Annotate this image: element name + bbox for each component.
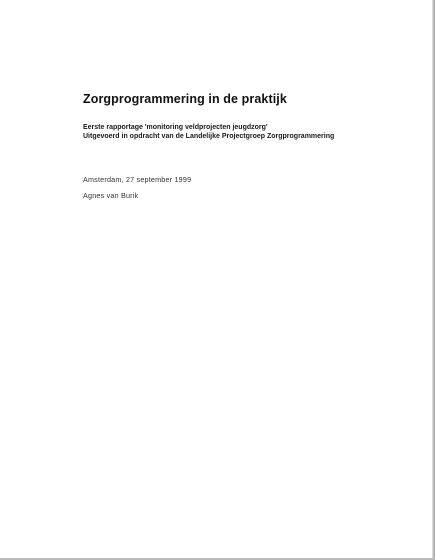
report-subtitle: Eerste rapportage 'monitoring veldprojecten jeugdzorg' xyxy=(83,124,268,131)
document-title: Zorgprogrammering in de praktijk xyxy=(83,92,287,106)
place-and-date: Amsterdam, 27 september 1999 xyxy=(83,175,192,184)
commission-line: Uitgevoerd in opdracht van de Landelijke Projectgroep Zorgprogrammering xyxy=(83,133,335,140)
author-name: Agnes van Burik xyxy=(83,191,139,200)
